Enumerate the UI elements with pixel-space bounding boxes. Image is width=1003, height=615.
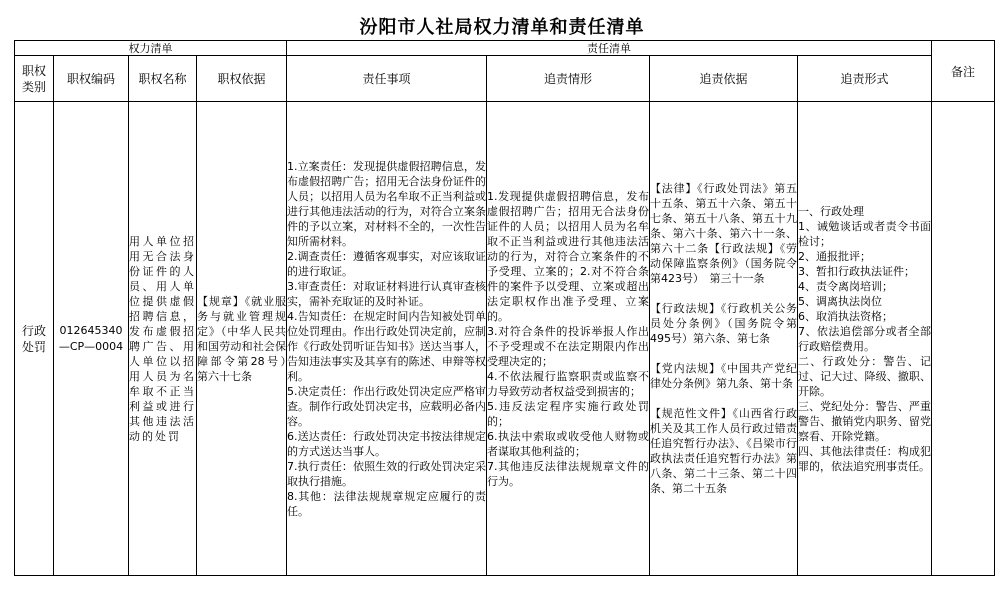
group-header-responsibility: 责任清单	[287, 41, 932, 56]
cell-remark	[932, 102, 995, 576]
header-category: 职权 类别	[15, 56, 54, 102]
header-duty: 责任事项	[287, 56, 487, 102]
cell-duty: 1.立案责任：发现提供虚假招聘信息，发布虚假招聘广告；招用无合法身份证件的人员；以招用人员为名牟取不正当利益或进行其他违法活动的行为，对符合立案条件的予以立案，对材料不全的，一次性告知所需材料。 2.调查责任：遵循客观事实，对应该取证的进行取证。 3.审查责任：对取证材料进行认真审查核实，需补充取证的及时补证。 4.告知责任：在规定时间内告知被处罚单位处罚理由。作出行政处罚决定前，应制作《行政处罚听证告知书》送达当事人，告知违法事实及其享有的陈述、申辩等权利。 5.决定责任：作出行政处罚决定应严格审查。制作行政处罚决定书，应载明必备内容。 6.送达责任：行政处罚决定书按法律规定的方式送达当事人。 7.执行责任：依照生效的行政处罚决定采取执行措施。 8.其他：法律法规规章规定应履行的责任。	[287, 102, 487, 576]
column-header-row	[15, 56, 995, 102]
cell-basis: 【规章】《就业服务与就业管理规定》（中华人民共和国劳动和社会保障部令第28号） 第六十七条	[197, 102, 287, 576]
header-accountability-form: 追责形式	[798, 56, 932, 102]
cell-category: 行政 处罚	[15, 102, 54, 576]
group-header-row	[15, 41, 995, 56]
cell-accountability-form: 一、行政处理 1、诫勉谈话或者责令书面检讨； 2、通报批评； 3、暂扣行政执法证件； 4、责令离岗培训； 5、调离执法岗位 6、取消执法资格； 7、依法追偿部分或者全部行政赔偿费用。 二、行政处分：警告、记过、记大过、降级、撤职、开除。 三、党纪处分：警告、严重警告、撤销党内职务、留党察看、开除党籍。 四、其他法律责任：构成犯罪的，依法追究刑事责任。	[798, 102, 932, 576]
power-responsibility-table	[14, 40, 995, 576]
header-accountability-case: 追责情形	[487, 56, 650, 102]
header-basis: 职权依据	[197, 56, 287, 102]
group-header-power: 权力清单	[15, 41, 287, 56]
cell-name: 用人单位招用无合法身份证件的人员、用人单位提供虚假招聘信息，发布虚假招聘广告、用人单位以招用人员为名牟取不正当利益或进行其他违法活动的处罚	[129, 102, 197, 576]
cell-accountability-basis: 【法律】《行政处罚法》第五十五条、第五十六条、第五十七条、第五十八条、第五十九条、第六十条、第六十一条、第六十二条【行政法规】《劳动保障监察条例》（国务院令第423号） 第三十一条 【行政法规】《行政机关公务员处分条例》（国务院令第495号）第六条、第七条 【党内法规】《中国共产党纪律处分条例》第九条、第十条 【规范性文件】《山西省行政机关及其工作人员行政过错责任追究暂行办法》、《吕梁市行政执法责任追究暂行办法》第八条、第二十三条、第二十四条、第二十五条	[650, 102, 798, 576]
header-accountability-basis: 追责依据	[650, 56, 798, 102]
header-remark: 备注	[932, 41, 995, 102]
cell-code: 012645340 —CP—0004	[54, 102, 129, 576]
header-code: 职权编码	[54, 56, 129, 102]
page-title: 汾阳市人社局权力清单和责任清单	[359, 17, 645, 38]
header-name: 职权名称	[129, 56, 197, 102]
table-row	[15, 102, 995, 576]
cell-accountability-case: 1.发现提供虚假招聘信息，发布虚假招聘广告；招用无合法身份证件的人员；以招用人员为名牟取不正当利益或进行其他违法活动的行为，对符合立案条件的不予受理、立案的；2.对不符合条件的案件予以受理、立案或超出法定职权作出准予受理、立案的。 3.对符合条件的投诉举报人作出不予受理或不在法定期限内作出受理决定的； 4.不依法履行监察职责或监察不力导致劳动者权益受到损害的； 5.违反法定程序实施行政处罚的； 6.执法中索取或收受他人财物或者谋取其他利益的； 7.其他违反法律法规规章文件的行为。	[487, 102, 650, 576]
